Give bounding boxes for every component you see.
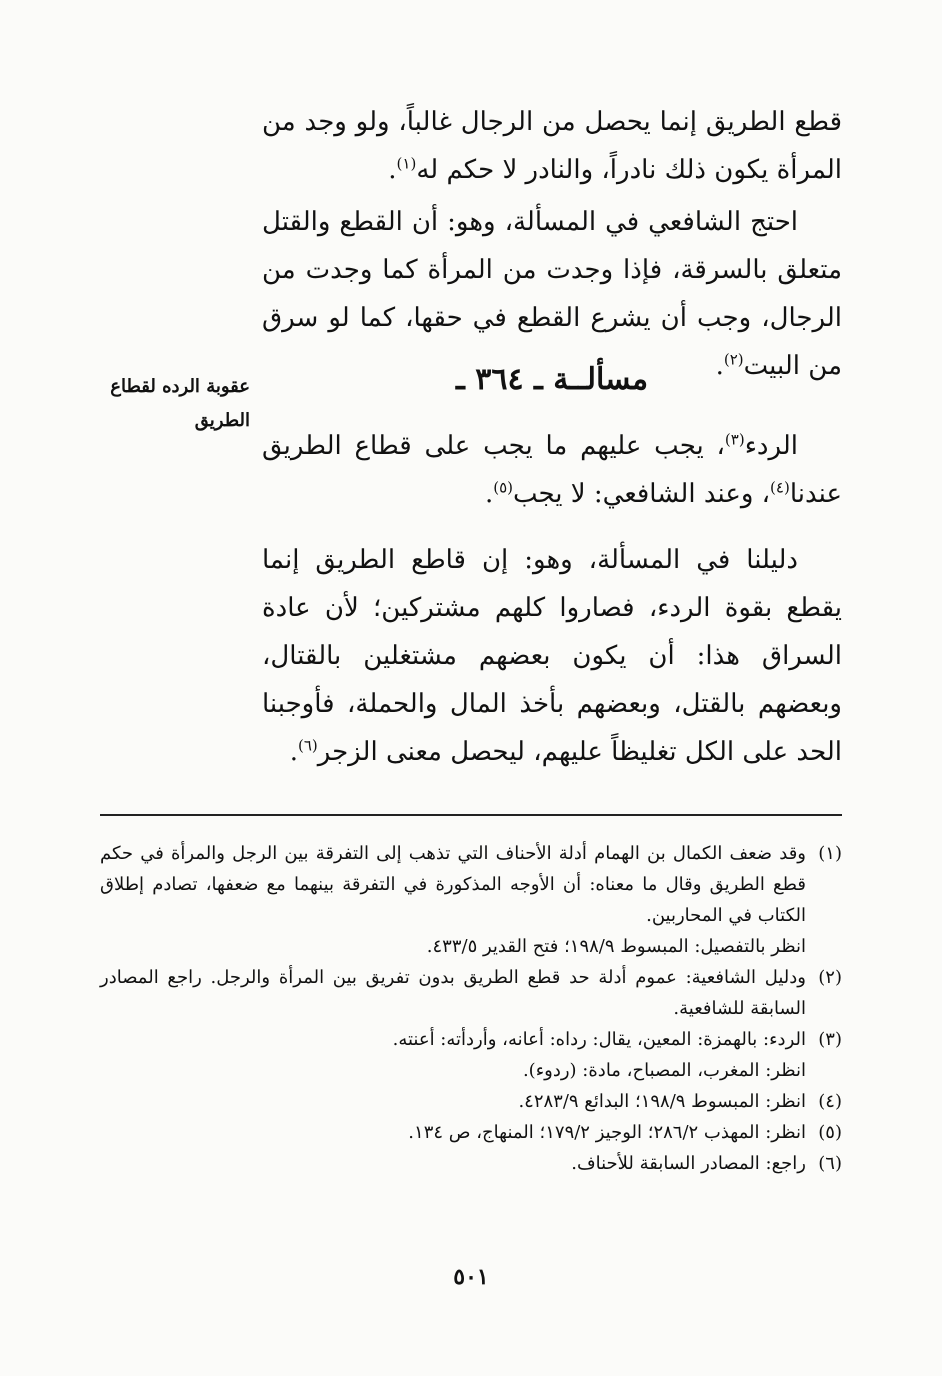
- footnote-ref-4[interactable]: (٤): [770, 478, 790, 497]
- footnote-text: انظر: المهذب ٢٨٦/٢؛ الوجيز ١٧٩/٢؛ المنهاج، ص ١٣٤.: [408, 1122, 806, 1143]
- footnote-ref-3[interactable]: (٣): [724, 430, 745, 449]
- section-heading-row: [262, 362, 842, 397]
- footnote-number: (١): [818, 843, 842, 864]
- footnote-text: راجع: المصادر السابقة للأحناف.: [571, 1153, 806, 1174]
- footnote-text: انظر: المبسوط ١٩٨/٩؛ البدائع ٤٢٨٣/٩.: [518, 1091, 806, 1112]
- paragraph-2-end: .: [715, 351, 724, 381]
- footnote-ref-1[interactable]: (١): [396, 154, 417, 173]
- paragraph-1-text: قطع الطريق إنما يحصل من الرجال غالباً، ولو وجد من المرأة يكون ذلك نادراً، والنادر لا حكم له: [262, 107, 842, 185]
- footnote-3-source: انظر: المغرب، المصباح، مادة: (ردوء).: [522, 1060, 806, 1081]
- footnote-2: [100, 962, 842, 1024]
- paragraph-1-end: .: [388, 155, 397, 185]
- page-number: ٥٠١: [453, 1264, 489, 1290]
- footnotes: [100, 838, 842, 1179]
- footnote-6: [100, 1148, 842, 1179]
- paragraph-3: [262, 422, 842, 518]
- footnote-3: [100, 1024, 842, 1055]
- footnote-text: ودليل الشافعية: عموم أدلة حد قطع الطريق بدون تفريق بين المرأة والرجل. راجع المصادر السابقة للشافعية.: [100, 967, 806, 1019]
- paragraph-3-text-b: ، يجب عليهم ما يجب على قطاع الطريق عندنا: [262, 431, 842, 509]
- footnote-ref-2[interactable]: (٢): [723, 350, 744, 369]
- paragraph-4-end: .: [289, 737, 298, 767]
- footnote-divider: [100, 814, 842, 816]
- footnote-ref-6[interactable]: (٦): [297, 736, 318, 755]
- footnote-number: (٣): [818, 1029, 842, 1050]
- footnote-number: (٢): [818, 967, 842, 988]
- footnote-number: (٥): [818, 1122, 842, 1143]
- paragraph-1: [262, 98, 842, 194]
- footnote-number: (٦): [818, 1153, 842, 1174]
- footnote-5: [100, 1117, 842, 1148]
- paragraph-3-end: .: [484, 479, 494, 509]
- footnote-1-source: انظر بالتفصيل: المبسوط ١٩٨/٩؛ فتح القدير ٤٣٣/٥.: [426, 936, 806, 957]
- section-heading: مسألــة ـ ٣٦٤ ـ: [455, 362, 649, 397]
- footnote-text: الردء: بالهمزة: المعين، يقال: رداه: أعانه، وأردأته: أعنته.: [392, 1029, 806, 1050]
- margin-note: عقوبة الرده لقطاع الطريق: [110, 376, 250, 431]
- footnote-ref-5[interactable]: (٥): [493, 478, 513, 497]
- footnote-1: [100, 838, 842, 931]
- paragraph-3-text-a: الردء: [744, 431, 798, 461]
- footnote-text: وقد ضعف الكمال بن الهمام أدلة الأحناف التي تذهب إلى التفرقة بين الرجل والمرأة في حكم قطع الطريق وقال ما معناه: أن الأوجه المذكورة في التفرقة بينهما مع ضعفها، تصادم إطلاق الكتاب في المحاربين.: [100, 843, 806, 926]
- paragraph-3-text-c: ، وعند الشافعي: لا يجب: [512, 479, 771, 509]
- paragraph-4: [262, 536, 842, 776]
- paragraph-4-text: دليلنا في المسألة، وهو: إن قاطع الطريق إنما يقطع بقوة الردء، فصاروا كلهم مشتركين؛ لأن عادة السراق هذا: أن يكون بعضهم مشتغلين بالقتال، وبعضهم بالقتل، وبعضهم بأخذ المال والحملة، فأوجبنا الحد على الكل تغليظاً عليهم، ليحصل معنى الزجر: [262, 545, 842, 767]
- footnote-number: (٤): [818, 1091, 842, 1112]
- paragraph-2-text: احتج الشافعي في المسألة، وهو: أن القطع والقتل متعلق بالسرقة، فإذا وجدت من المرأة كما وجدت من الرجال، وجب أن يشرع القطع في حقها، كما لو سرق من البيت: [262, 207, 842, 381]
- footnote-4: [100, 1086, 842, 1117]
